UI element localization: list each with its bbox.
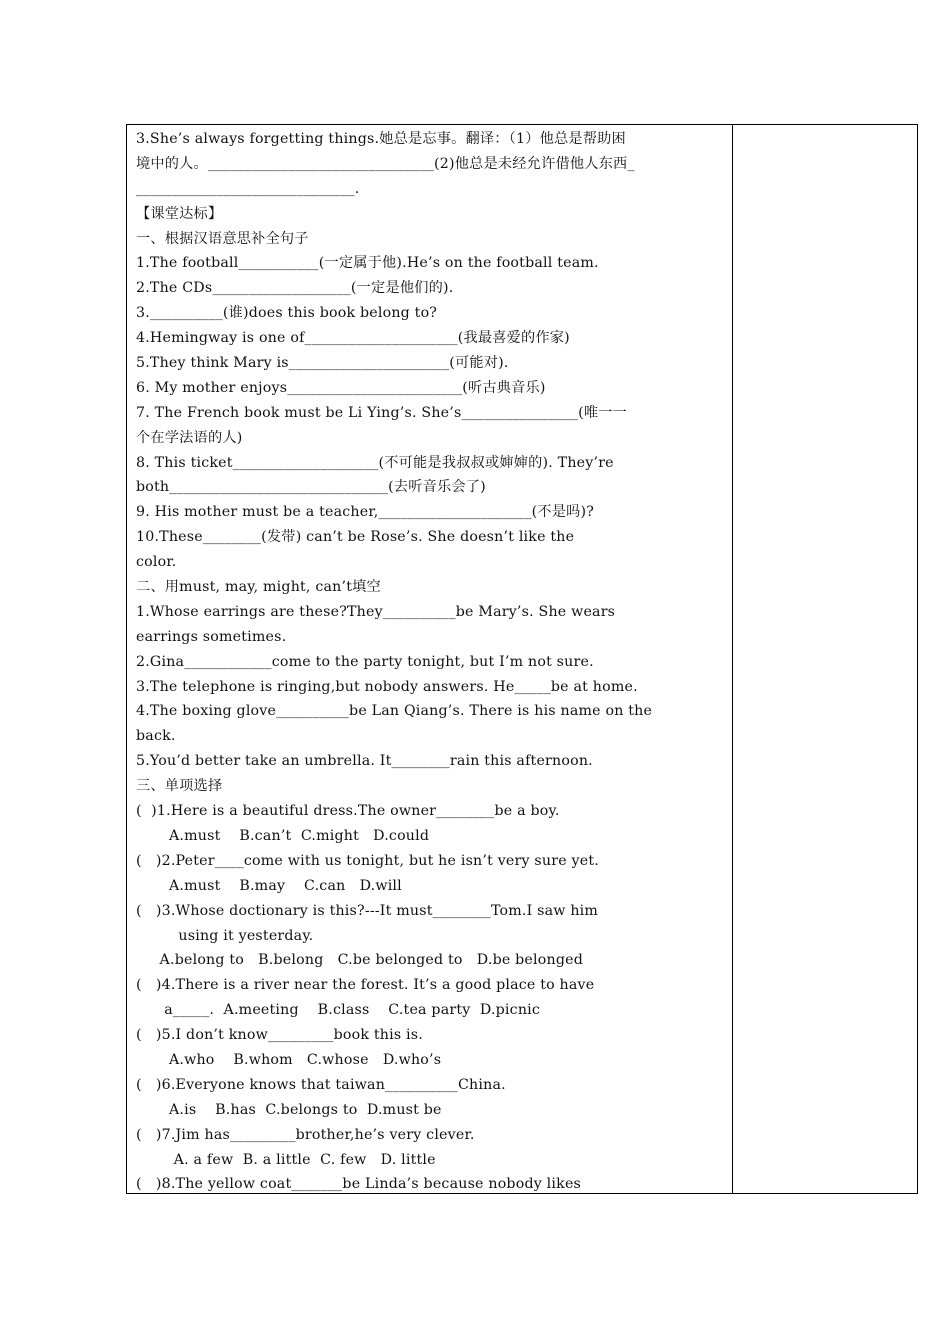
text-line: ______________________________.	[136, 180, 360, 197]
question-line: 10.These________(发带) can’t be Rose’s. She doesn’t like the	[136, 529, 575, 546]
question-line: 4.Hemingway is one of_____________________(我最喜爱的作家)	[136, 330, 570, 347]
question-line: color.	[136, 554, 177, 571]
options-line: A.belong to B.belong C.be belonged to D.be belonged	[136, 952, 584, 969]
text-line: 3.She’s always forgetting things.她总是忘事。翻译：（1）他总是帮助困	[136, 131, 626, 147]
question-line: ( )1.Here is a beautiful dress.The owner________be a boy.	[136, 803, 560, 820]
section-heading: 【课堂达标】	[136, 205, 223, 222]
question-line: 4.The boxing glove__________be Lan Qiang’s. There is his name on the	[136, 703, 653, 720]
question-line: ( )8.The yellow coat_______be Linda’s because nobody likes	[136, 1176, 582, 1193]
question-line: 1.The football___________(一定属于他).He’s on the football team.	[136, 255, 599, 272]
question-line: 3.The telephone is ringing,but nobody answers. He_____be at home.	[136, 678, 638, 695]
question-line: 2.Gina____________come to the party tonight, but I’m not sure.	[136, 653, 594, 670]
question-line: 个在学法语的人)	[136, 429, 243, 446]
exercise-column	[136, 127, 726, 1197]
question-line: ( )6.Everyone knows that taiwan__________China.	[136, 1076, 506, 1093]
question-line: 8. This ticket____________________(不可能是我叔叔或婶婶的). They’re	[136, 454, 614, 471]
question-line: both______________________________(去听音乐会了)	[136, 479, 486, 496]
question-line: ( )3.Whose doctionary is this?---It must________Tom.I saw him	[136, 902, 599, 919]
question-line: 5.They think Mary is______________________(可能对).	[136, 355, 509, 372]
question-line: 9. His mother must be a teacher,_____________________(不是吗)?	[136, 504, 595, 521]
question-line: ( )2.Peter____come with us tonight, but he isn’t very sure yet.	[136, 852, 599, 869]
question-line: using it yesterday.	[136, 927, 314, 944]
question-line: 2.The CDs___________________(一定是他们的).	[136, 280, 454, 297]
question-line: 6. My mother enjoys________________________(听古典音乐)	[136, 379, 546, 396]
section-heading: 二、用must, may, might, can’t填空	[136, 579, 381, 596]
options-line: A.must B.can’t C.might D.could	[136, 827, 430, 844]
question-line: 3.__________(谁)does this book belong to?	[136, 305, 438, 322]
question-line: ( )7.Jim has_________brother,he’s very clever.	[136, 1126, 475, 1143]
options-line: A.who B.whom C.whose D.who’s	[136, 1051, 442, 1068]
section-heading: 一、根据汉语意思补全句子	[136, 230, 309, 247]
question-line: ( )4.There is a river near the forest. It’s a good place to have	[136, 977, 595, 994]
options-line: a_____. A.meeting B.class C.tea party D.picnic	[136, 1002, 541, 1019]
question-line: 7. The French book must be Li Ying’s. She’s________________(唯一一	[136, 404, 628, 421]
question-line: 5.You’d better take an umbrella. It________rain this afternoon.	[136, 753, 593, 770]
section-heading: 三、单项选择	[136, 778, 223, 795]
options-line: A.is B.has C.belongs to D.must be	[136, 1101, 442, 1118]
question-line: ( )5.I don’t know_________book this is.	[136, 1027, 423, 1044]
text-line: 境中的人。_______________________________(2)他总是未经允许借他人东西_	[136, 155, 635, 172]
options-line: A. a few B. a little C. few D. little	[136, 1151, 436, 1168]
question-line: earrings sometimes.	[136, 628, 287, 645]
column-divider	[732, 125, 733, 1193]
question-line: 1.Whose earrings are these?They__________be Mary’s. She wears	[136, 603, 616, 620]
worksheet-table	[126, 124, 918, 1194]
options-line: A.must B.may C.can D.will	[136, 877, 402, 894]
question-line: back.	[136, 728, 176, 745]
